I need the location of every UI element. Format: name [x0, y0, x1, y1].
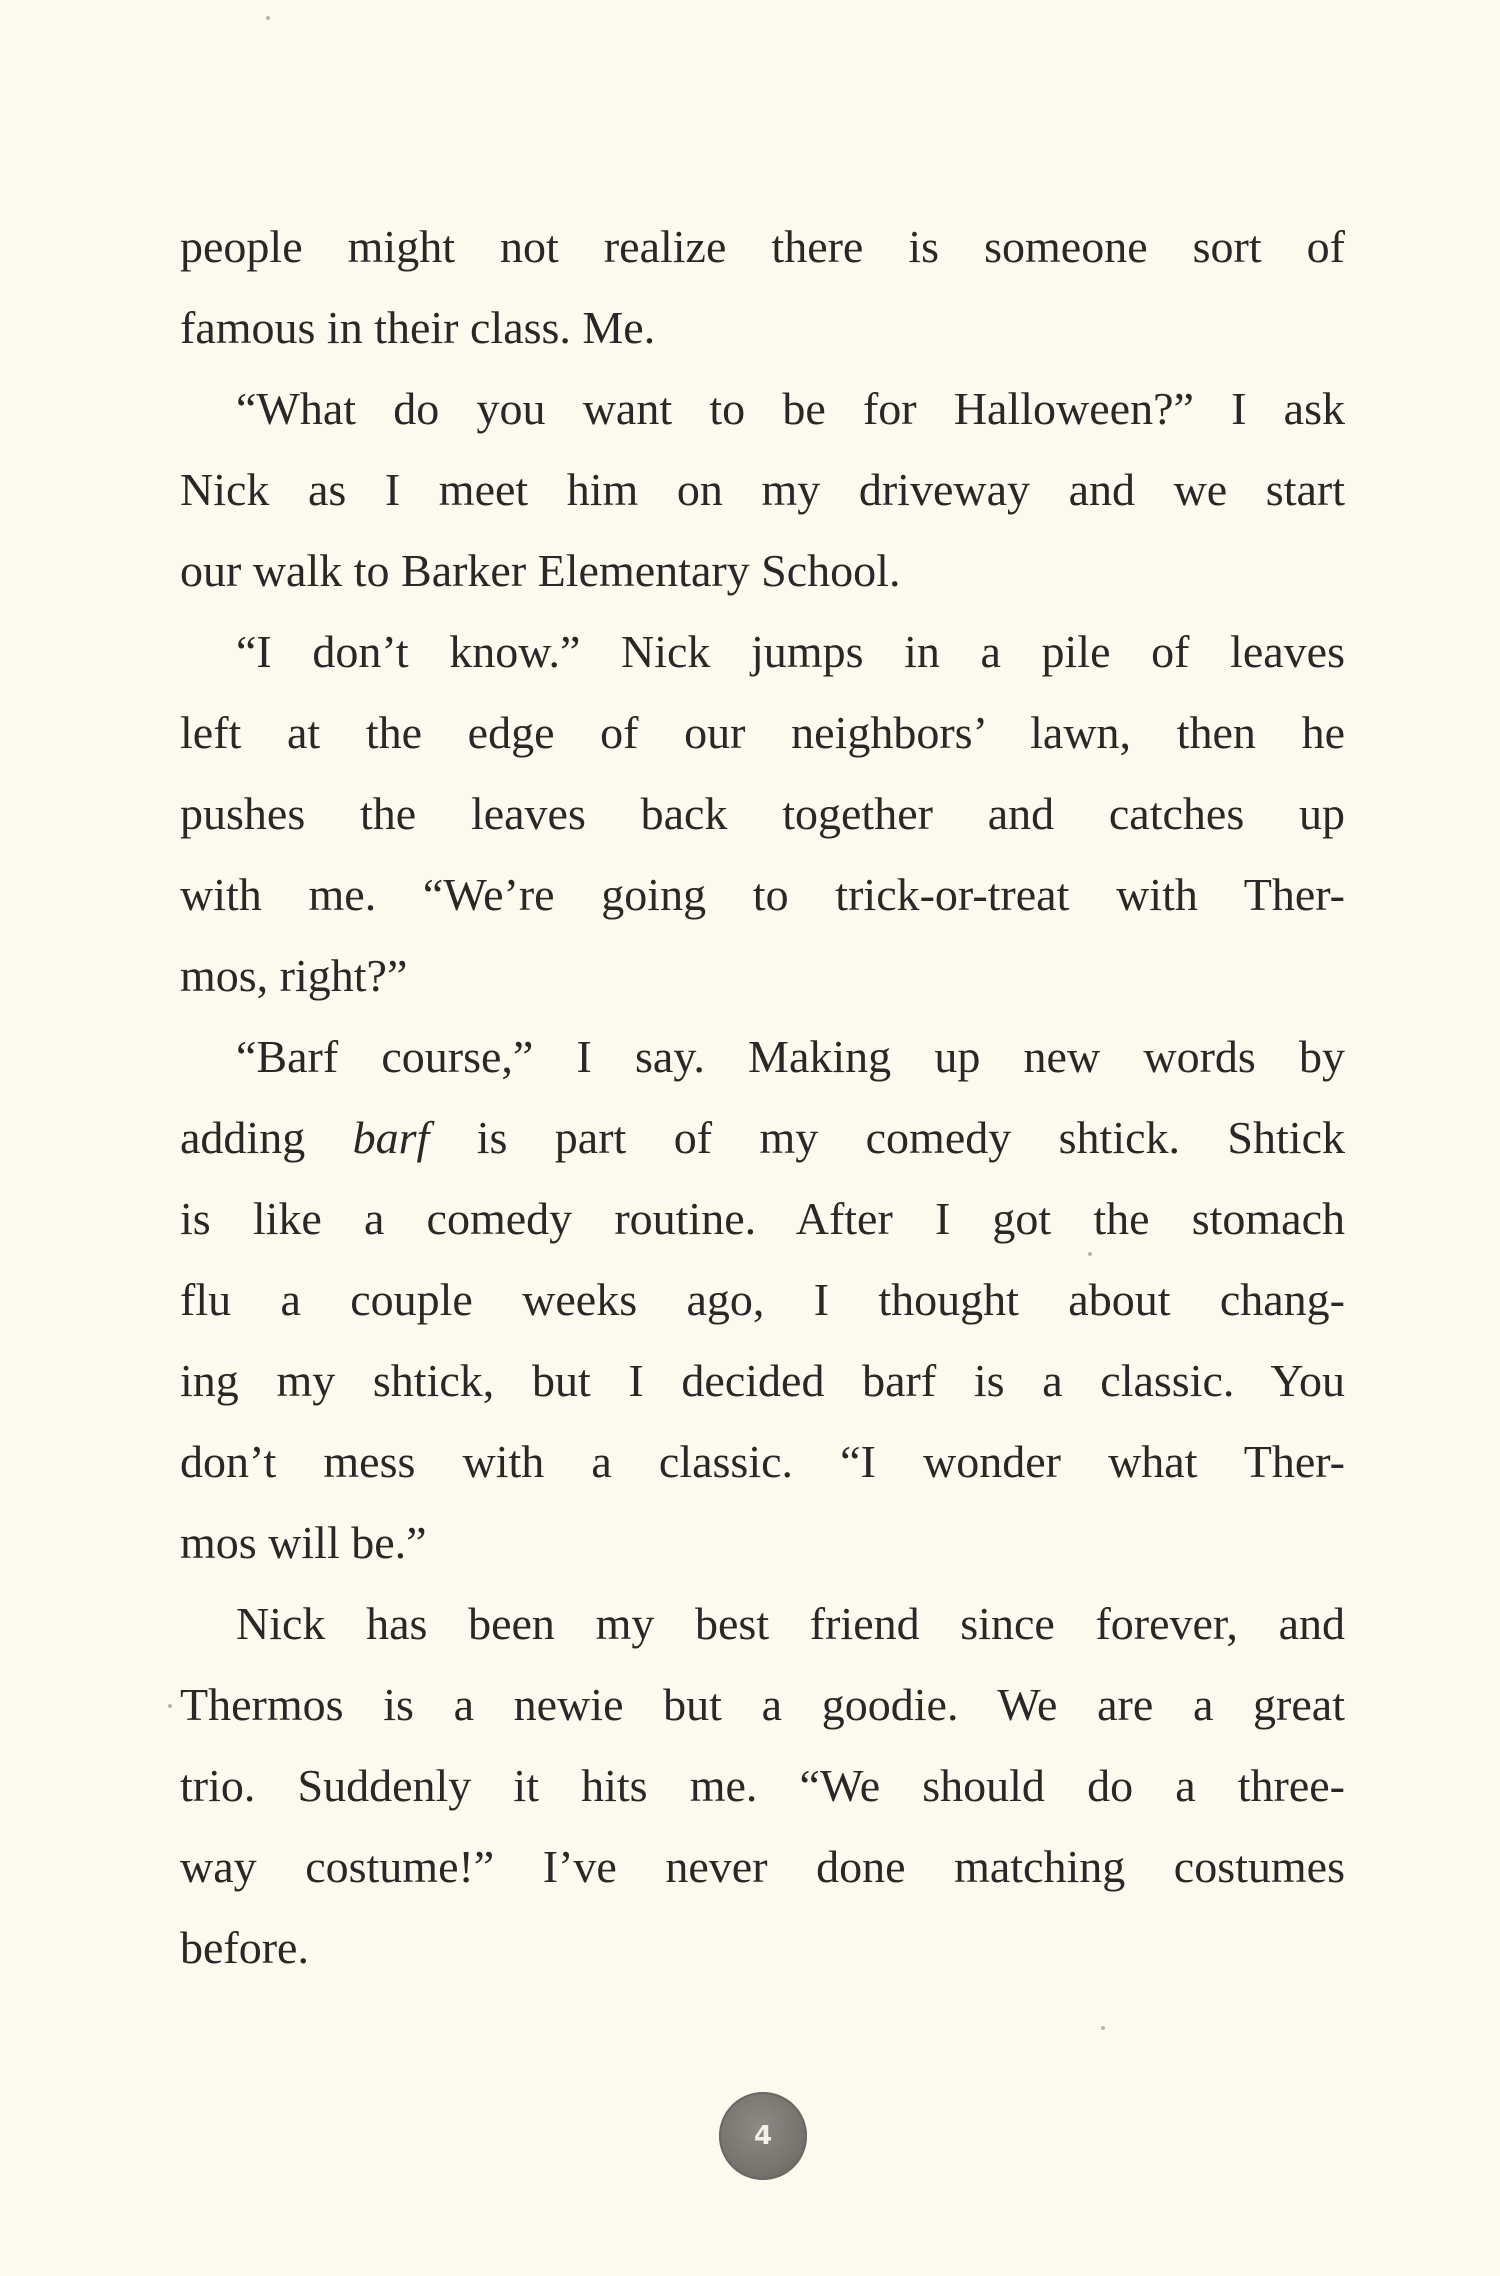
text-line: [180, 1826, 1345, 1907]
body-text: [180, 206, 1345, 1988]
text-segment: way costume!” I’ve never done matching costumes: [180, 1841, 1345, 1892]
text-segment: pushes the leaves back together and catches up: [180, 788, 1345, 839]
text-line: [180, 935, 1345, 1016]
text-line: [180, 1664, 1345, 1745]
text-line: [180, 206, 1345, 287]
text-line: [180, 287, 1345, 368]
text-segment: left at the edge of our neighbors’ lawn, then he: [180, 707, 1345, 758]
text-segment: with me. “We’re going to trick-or-treat with Ther-: [180, 869, 1345, 920]
paper-speck: [1088, 1252, 1092, 1256]
page-number: 4: [753, 2121, 773, 2151]
text-segment: Thermos is a newie but a goodie. We are a great: [180, 1679, 1345, 1730]
text-line: [180, 611, 1345, 692]
text-segment: adding: [180, 1112, 353, 1163]
paper-speck: [266, 16, 270, 20]
text-segment: don’t mess with a classic. “I wonder what Ther-: [180, 1436, 1345, 1487]
text-line: [180, 1502, 1345, 1583]
text-line: [180, 368, 1345, 449]
page-number-badge: [719, 2092, 807, 2180]
text-line: [180, 1259, 1345, 1340]
text-segment: trio. Suddenly it hits me. “We should do a three-: [180, 1760, 1345, 1811]
text-segment: before.: [180, 1922, 309, 1973]
text-segment: flu a couple weeks ago, I thought about chang-: [180, 1274, 1345, 1325]
paper-speck: [168, 1704, 172, 1708]
text-segment: our walk to Barker Elementary School.: [180, 545, 901, 596]
text-line: [180, 1097, 1345, 1178]
text-segment: people might not realize there is someone sort of: [180, 221, 1345, 272]
text-segment: ing my shtick, but I decided barf is a classic. You: [180, 1355, 1345, 1406]
text-segment: “I don’t know.” Nick jumps in a pile of leaves: [236, 626, 1345, 677]
text-segment: mos, right?”: [180, 950, 408, 1001]
text-segment: is part of my comedy shtick. Shtick: [429, 1112, 1345, 1163]
text-segment: Nick as I meet him on my driveway and we start: [180, 464, 1345, 515]
text-line: [180, 1016, 1345, 1097]
text-line: [180, 1907, 1345, 1988]
text-line: [180, 773, 1345, 854]
text-line: [180, 1421, 1345, 1502]
text-line: [180, 530, 1345, 611]
text-segment: Nick has been my best friend since forever, and: [236, 1598, 1345, 1649]
emphasized-word: barf: [352, 1112, 430, 1163]
paper-speck: [1101, 2026, 1105, 2030]
text-line: [180, 692, 1345, 773]
text-line: [180, 449, 1345, 530]
text-segment: mos will be.”: [180, 1517, 427, 1568]
text-segment: is like a comedy routine. After I got the stomach: [180, 1193, 1345, 1244]
text-line: [180, 854, 1345, 935]
text-line: [180, 1745, 1345, 1826]
text-segment: “Barf course,” I say. Making up new words by: [236, 1031, 1345, 1082]
text-line: [180, 1583, 1345, 1664]
text-segment: famous in their class. Me.: [180, 302, 656, 353]
text-line: [180, 1340, 1345, 1421]
text-segment: “What do you want to be for Halloween?” I ask: [236, 383, 1345, 434]
text-line: [180, 1178, 1345, 1259]
